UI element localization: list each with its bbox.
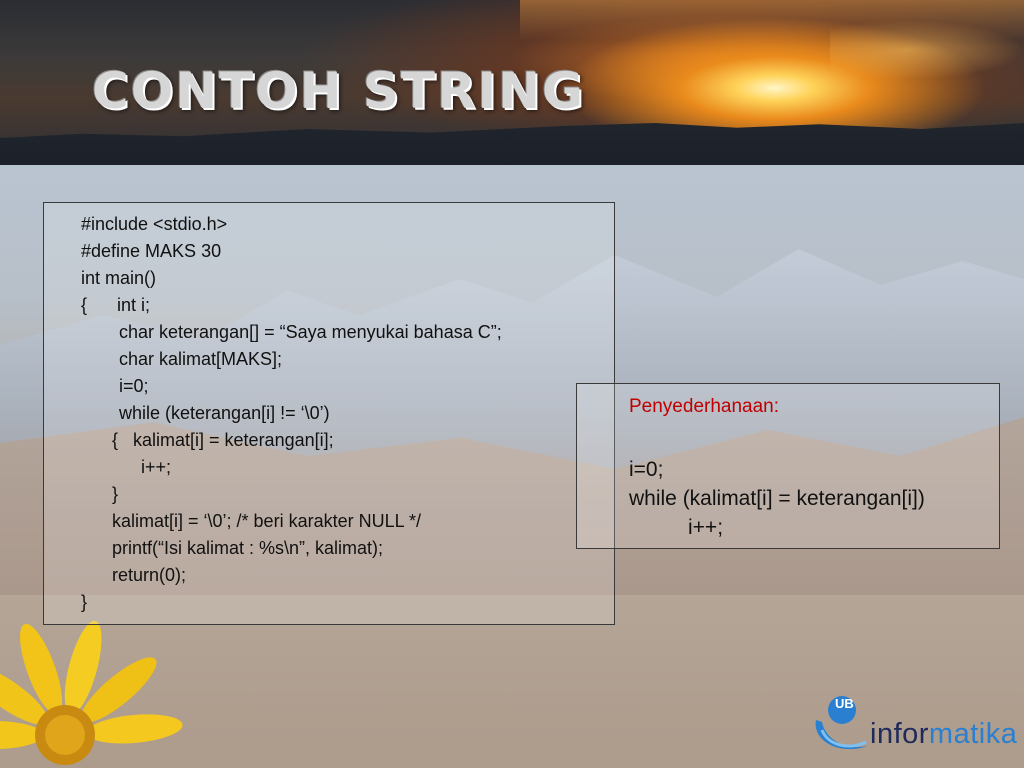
logo-badge-text: UB — [835, 696, 854, 711]
code-line: #define MAKS 30 — [81, 241, 222, 261]
code-line: } — [112, 484, 119, 504]
code-line: return(0); — [112, 565, 187, 585]
code-line: int main() — [81, 268, 157, 288]
logo-word-part2: matika — [928, 718, 1018, 750]
flower-decoration — [0, 600, 190, 768]
code-line: char kalimat[MAKS]; — [119, 349, 283, 369]
simplification-heading: Penyederhanaan: — [629, 396, 780, 417]
code-line: { int i; — [81, 295, 151, 315]
code-line: while (keterangan[i] != ‘\0’) — [119, 403, 330, 423]
banner-cloud-glow — [830, 20, 1024, 80]
informatika-logo — [808, 690, 1018, 760]
logo-word-part1: infor — [870, 718, 929, 750]
slide-title: CONTOH STRING — [92, 62, 586, 120]
code-line: } — [81, 592, 88, 612]
code-line: i++; — [141, 457, 172, 477]
header-banner — [0, 0, 1024, 165]
code-line: i=0; — [119, 376, 149, 396]
code-line: #include <stdio.h> — [81, 214, 228, 234]
logo-wordmark — [870, 718, 1017, 751]
code-line: char keterangan[] = “Saya menyukai bahasa C”; — [119, 322, 502, 342]
code-line: printf(“Isi kalimat : %s\n”, kalimat); — [112, 538, 384, 558]
simplification-line: i=0; — [629, 458, 664, 481]
simplification-line: i++; — [688, 516, 724, 539]
simplification-line: while (kalimat[i] = keterangan[i]) — [629, 487, 925, 510]
code-box — [43, 202, 615, 625]
code-line: kalimat[i] = ‘\0’; /* beri karakter NULL */ — [112, 511, 421, 531]
simplification-box — [576, 383, 1000, 549]
code-line: { kalimat[i] = keterangan[i]; — [112, 430, 334, 450]
